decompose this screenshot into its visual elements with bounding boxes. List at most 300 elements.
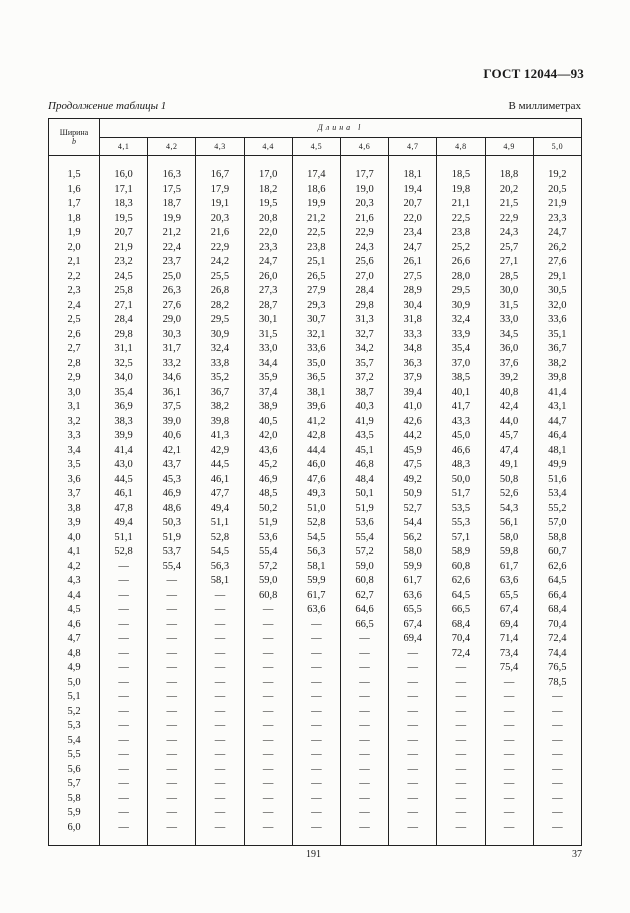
table-cell: 50,0 bbox=[437, 473, 485, 488]
page-number: 191 bbox=[306, 849, 321, 860]
table-continuation-caption: Продолжение таблицы 1 bbox=[48, 100, 167, 112]
table-cell: 20,3 bbox=[340, 197, 388, 212]
table-cell: — bbox=[244, 690, 292, 705]
width-value-cell: 3,6 bbox=[49, 473, 100, 488]
table-cell: 61,7 bbox=[292, 589, 340, 604]
table-cell: 58,9 bbox=[437, 545, 485, 560]
table-cell: 23,4 bbox=[389, 226, 437, 241]
table-cell: — bbox=[148, 690, 196, 705]
table-cell: 18,5 bbox=[437, 168, 485, 183]
table-cell: 28,2 bbox=[196, 299, 244, 314]
table-cell: 21,9 bbox=[100, 241, 148, 256]
table-cell: 57,1 bbox=[437, 531, 485, 546]
table-cell: — bbox=[485, 777, 533, 792]
table-cell: 59,8 bbox=[485, 545, 533, 560]
table-cell: 51,6 bbox=[533, 473, 581, 488]
table-cell: — bbox=[196, 618, 244, 633]
table-cell: 36,1 bbox=[148, 386, 196, 401]
table-cell: 19,0 bbox=[340, 183, 388, 198]
table-cell: 44,0 bbox=[485, 415, 533, 430]
table-cell: 24,7 bbox=[533, 226, 581, 241]
table-cell: 57,0 bbox=[533, 516, 581, 531]
table-cell: 29,5 bbox=[196, 313, 244, 328]
width-value-cell: 4,7 bbox=[49, 632, 100, 647]
table-cell: 69,4 bbox=[389, 632, 437, 647]
table-row bbox=[49, 183, 582, 198]
table-cell: — bbox=[196, 821, 244, 846]
table-cell: 56,2 bbox=[389, 531, 437, 546]
table-cell: 66,5 bbox=[437, 603, 485, 618]
table-row bbox=[49, 371, 582, 386]
table-cell: — bbox=[244, 647, 292, 662]
table-cell: — bbox=[100, 705, 148, 720]
table-cell: — bbox=[389, 821, 437, 846]
table-cell: 71,4 bbox=[485, 632, 533, 647]
table-cell: 23,3 bbox=[533, 212, 581, 227]
table-cell: 51,1 bbox=[196, 516, 244, 531]
table-cell: 18,2 bbox=[244, 183, 292, 198]
table-cell: 22,9 bbox=[340, 226, 388, 241]
table-row bbox=[49, 473, 582, 488]
table-cell: 28,4 bbox=[100, 313, 148, 328]
length-header-cell: 4,4 bbox=[244, 137, 292, 156]
table-cell: 38,7 bbox=[340, 386, 388, 401]
width-value-cell: 2,7 bbox=[49, 342, 100, 357]
table-cell: 25,8 bbox=[100, 284, 148, 299]
table-cell: 33,6 bbox=[292, 342, 340, 357]
table-row bbox=[49, 719, 582, 734]
table-cell: 37,0 bbox=[437, 357, 485, 372]
table-cell: 20,5 bbox=[533, 183, 581, 198]
table-cell: 17,0 bbox=[244, 168, 292, 183]
table-cell: 46,1 bbox=[196, 473, 244, 488]
table-row bbox=[49, 545, 582, 560]
table-cell: — bbox=[340, 719, 388, 734]
table-cell: 61,7 bbox=[389, 574, 437, 589]
table-cell: 28,7 bbox=[244, 299, 292, 314]
table-cell: — bbox=[196, 632, 244, 647]
table-cell: 37,5 bbox=[148, 400, 196, 415]
table-cell: 40,5 bbox=[244, 415, 292, 430]
table-cell: — bbox=[485, 821, 533, 846]
table-cell: — bbox=[244, 618, 292, 633]
table-cell: 74,4 bbox=[533, 647, 581, 662]
table-cell: — bbox=[100, 690, 148, 705]
table-cell: 53,7 bbox=[148, 545, 196, 560]
table-cell: 46,9 bbox=[148, 487, 196, 502]
table-cell: — bbox=[148, 821, 196, 846]
table-cell: 33,9 bbox=[437, 328, 485, 343]
table-cell: — bbox=[148, 705, 196, 720]
table-cell: 42,1 bbox=[148, 444, 196, 459]
table-cell: — bbox=[485, 763, 533, 778]
table-cell: 26,0 bbox=[244, 270, 292, 285]
table-cell: 22,5 bbox=[437, 212, 485, 227]
table-cell: 58,0 bbox=[389, 545, 437, 560]
table-cell: — bbox=[437, 792, 485, 807]
table-cell: — bbox=[100, 734, 148, 749]
table-cell: 30,4 bbox=[389, 299, 437, 314]
width-value-cell: 3,2 bbox=[49, 415, 100, 430]
table-row bbox=[49, 806, 582, 821]
table-cell: — bbox=[389, 719, 437, 734]
table-cell: — bbox=[437, 690, 485, 705]
table-cell: 37,6 bbox=[485, 357, 533, 372]
table-cell: 21,5 bbox=[485, 197, 533, 212]
table-row bbox=[49, 777, 582, 792]
table-row bbox=[49, 400, 582, 415]
table-cell: 19,2 bbox=[533, 168, 581, 183]
width-value-cell: 2,2 bbox=[49, 270, 100, 285]
table-cell: 35,4 bbox=[100, 386, 148, 401]
table-cell: — bbox=[389, 690, 437, 705]
table-cell: 42,4 bbox=[485, 400, 533, 415]
table-cell: 46,1 bbox=[100, 487, 148, 502]
table-cell: 43,1 bbox=[533, 400, 581, 415]
table-cell: 41,9 bbox=[340, 415, 388, 430]
table-cell: — bbox=[292, 705, 340, 720]
table-cell: 55,4 bbox=[244, 545, 292, 560]
table-cell: — bbox=[244, 676, 292, 691]
table-cell: 33,8 bbox=[196, 357, 244, 372]
table-cell: 22,0 bbox=[389, 212, 437, 227]
table-cell: 22,9 bbox=[485, 212, 533, 227]
table-cell: 49,3 bbox=[292, 487, 340, 502]
units-caption: В миллиметрах bbox=[508, 100, 581, 112]
table-cell: 27,6 bbox=[148, 299, 196, 314]
table-cell: — bbox=[292, 821, 340, 846]
table-row bbox=[49, 415, 582, 430]
table-cell: 41,3 bbox=[196, 429, 244, 444]
table-cell: 47,5 bbox=[389, 458, 437, 473]
table-cell: 25,2 bbox=[437, 241, 485, 256]
table-cell: — bbox=[340, 792, 388, 807]
table-cell: 52,8 bbox=[100, 545, 148, 560]
spacer-cell bbox=[485, 156, 533, 169]
table-spacer-row bbox=[49, 156, 582, 169]
table-cell: — bbox=[340, 748, 388, 763]
width-value-cell: 4,3 bbox=[49, 574, 100, 589]
spacer-cell bbox=[49, 156, 100, 169]
table-cell: 66,5 bbox=[340, 618, 388, 633]
width-value-cell: 2,4 bbox=[49, 299, 100, 314]
table-cell: — bbox=[292, 806, 340, 821]
table-cell: — bbox=[437, 705, 485, 720]
width-value-cell: 5,8 bbox=[49, 792, 100, 807]
table-cell: 45,3 bbox=[148, 473, 196, 488]
width-value-cell: 2,0 bbox=[49, 241, 100, 256]
table-cell: 17,1 bbox=[100, 183, 148, 198]
table-row bbox=[49, 690, 582, 705]
table-cell: — bbox=[100, 748, 148, 763]
table-cell: 57,2 bbox=[244, 560, 292, 575]
length-header-cell: 4,3 bbox=[196, 137, 244, 156]
spacer-cell bbox=[389, 156, 437, 169]
table-cell: 53,5 bbox=[437, 502, 485, 517]
width-value-cell: 3,1 bbox=[49, 400, 100, 415]
table-cell: 24,3 bbox=[340, 241, 388, 256]
table-cell: 26,5 bbox=[292, 270, 340, 285]
table-cell: — bbox=[148, 574, 196, 589]
table-cell: 72,4 bbox=[533, 632, 581, 647]
table-cell: — bbox=[485, 705, 533, 720]
table-cell: — bbox=[100, 661, 148, 676]
table-cell: 39,8 bbox=[196, 415, 244, 430]
table-row bbox=[49, 284, 582, 299]
table-cell: 38,1 bbox=[292, 386, 340, 401]
table-cell: 34,2 bbox=[340, 342, 388, 357]
table-cell: 31,1 bbox=[100, 342, 148, 357]
length-header-cell: 4,2 bbox=[148, 137, 196, 156]
table-cell: 26,2 bbox=[533, 241, 581, 256]
table-row bbox=[49, 357, 582, 372]
table-cell: — bbox=[533, 777, 581, 792]
table-cell: 65,5 bbox=[389, 603, 437, 618]
table-cell: — bbox=[340, 647, 388, 662]
table-cell: 44,2 bbox=[389, 429, 437, 444]
width-value-cell: 3,8 bbox=[49, 502, 100, 517]
spacer-cell bbox=[533, 156, 581, 169]
table-cell: 25,0 bbox=[148, 270, 196, 285]
table-cell: 42,9 bbox=[196, 444, 244, 459]
table-cell: 75,4 bbox=[485, 661, 533, 676]
table-cell: — bbox=[485, 806, 533, 821]
table-cell: 50,1 bbox=[340, 487, 388, 502]
table-cell: 19,5 bbox=[244, 197, 292, 212]
table-cell: 28,5 bbox=[485, 270, 533, 285]
table-cell: 18,3 bbox=[100, 197, 148, 212]
table-cell: 64,5 bbox=[437, 589, 485, 604]
table-cell: — bbox=[340, 763, 388, 778]
table-row bbox=[49, 212, 582, 227]
table-cell: 44,7 bbox=[533, 415, 581, 430]
table-cell: 48,3 bbox=[437, 458, 485, 473]
table-cell: 27,0 bbox=[340, 270, 388, 285]
table-cell: 24,7 bbox=[244, 255, 292, 270]
table-row bbox=[49, 502, 582, 517]
table-cell: 23,8 bbox=[437, 226, 485, 241]
table-cell: 25,7 bbox=[485, 241, 533, 256]
table-cell: — bbox=[100, 574, 148, 589]
table-cell: 64,6 bbox=[340, 603, 388, 618]
table-cell: 43,5 bbox=[340, 429, 388, 444]
table-cell: 46,8 bbox=[340, 458, 388, 473]
width-value-cell: 4,5 bbox=[49, 603, 100, 618]
spacer-cell bbox=[148, 156, 196, 169]
table-cell: — bbox=[340, 777, 388, 792]
table-cell: 66,4 bbox=[533, 589, 581, 604]
table-cell: 44,5 bbox=[196, 458, 244, 473]
table-cell: — bbox=[196, 792, 244, 807]
table-cell: 46,6 bbox=[437, 444, 485, 459]
length-values-header-row bbox=[49, 137, 582, 156]
width-value-cell: 6,0 bbox=[49, 821, 100, 846]
table-cell: — bbox=[100, 618, 148, 633]
table-cell: 37,9 bbox=[389, 371, 437, 386]
width-value-cell: 5,3 bbox=[49, 719, 100, 734]
table-cell: 32,4 bbox=[196, 342, 244, 357]
table-cell: — bbox=[148, 792, 196, 807]
table-cell: 18,7 bbox=[148, 197, 196, 212]
table-cell: 16,0 bbox=[100, 168, 148, 183]
width-value-cell: 2,8 bbox=[49, 357, 100, 372]
width-value-cell: 2,3 bbox=[49, 284, 100, 299]
table-cell: 60,7 bbox=[533, 545, 581, 560]
length-header-cell: 4,5 bbox=[292, 137, 340, 156]
table-cell: — bbox=[292, 647, 340, 662]
table-cell: 51,9 bbox=[148, 531, 196, 546]
table-cell: 34,6 bbox=[148, 371, 196, 386]
table-cell: — bbox=[340, 661, 388, 676]
table-cell: 53,4 bbox=[533, 487, 581, 502]
table-cell: 48,6 bbox=[148, 502, 196, 517]
table-cell: 27,1 bbox=[100, 299, 148, 314]
table-cell: — bbox=[196, 763, 244, 778]
table-cell: — bbox=[196, 661, 244, 676]
table-cell: 34,5 bbox=[485, 328, 533, 343]
table-cell: 31,7 bbox=[148, 342, 196, 357]
table-cell: — bbox=[533, 821, 581, 846]
table-cell: 32,7 bbox=[340, 328, 388, 343]
table-cell: 49,4 bbox=[100, 516, 148, 531]
table-cell: 29,0 bbox=[148, 313, 196, 328]
table-cell: 29,3 bbox=[292, 299, 340, 314]
table-cell: 36,7 bbox=[196, 386, 244, 401]
table-cell: 43,6 bbox=[244, 444, 292, 459]
table-cell: 45,9 bbox=[389, 444, 437, 459]
table-cell: 36,9 bbox=[100, 400, 148, 415]
table-cell: — bbox=[244, 763, 292, 778]
table-cell: — bbox=[340, 821, 388, 846]
table-cell: 29,1 bbox=[533, 270, 581, 285]
length-group-header: Длина l bbox=[100, 119, 582, 138]
table-cell: — bbox=[244, 719, 292, 734]
width-value-cell: 5,1 bbox=[49, 690, 100, 705]
table-cell: 35,0 bbox=[292, 357, 340, 372]
width-value-cell: 4,9 bbox=[49, 661, 100, 676]
table-cell: — bbox=[148, 719, 196, 734]
width-value-cell: 5,5 bbox=[49, 748, 100, 763]
table-cell: 49,4 bbox=[196, 502, 244, 517]
table-cell: 56,1 bbox=[485, 516, 533, 531]
table-cell: — bbox=[148, 748, 196, 763]
table-cell: 47,8 bbox=[100, 502, 148, 517]
table-cell: — bbox=[389, 661, 437, 676]
width-value-cell: 3,9 bbox=[49, 516, 100, 531]
table-cell: — bbox=[485, 792, 533, 807]
table-cell: 34,0 bbox=[100, 371, 148, 386]
table-cell: 26,3 bbox=[148, 284, 196, 299]
table-row bbox=[49, 632, 582, 647]
table-cell: 44,4 bbox=[292, 444, 340, 459]
table-cell: — bbox=[437, 806, 485, 821]
table-cell: 31,5 bbox=[244, 328, 292, 343]
width-value-cell: 5,7 bbox=[49, 777, 100, 792]
width-value-cell: 3,5 bbox=[49, 458, 100, 473]
table-cell: 27,1 bbox=[485, 255, 533, 270]
table-cell: 18,6 bbox=[292, 183, 340, 198]
table-cell: 38,9 bbox=[244, 400, 292, 415]
table-cell: 52,6 bbox=[485, 487, 533, 502]
table-cell: 23,2 bbox=[100, 255, 148, 270]
table-cell: — bbox=[292, 690, 340, 705]
table-cell: 54,4 bbox=[389, 516, 437, 531]
length-header-cell: 4,1 bbox=[100, 137, 148, 156]
standard-designation: ГОСТ 12044—93 bbox=[483, 66, 584, 81]
table-cell: 55,4 bbox=[148, 560, 196, 575]
table-cell: — bbox=[100, 719, 148, 734]
table-cell: — bbox=[100, 647, 148, 662]
width-value-cell: 3,3 bbox=[49, 429, 100, 444]
table-cell: 54,5 bbox=[292, 531, 340, 546]
table-cell: 22,4 bbox=[148, 241, 196, 256]
table-row bbox=[49, 603, 582, 618]
table-cell: 20,8 bbox=[244, 212, 292, 227]
table-cell: 68,4 bbox=[437, 618, 485, 633]
table-cell: — bbox=[100, 777, 148, 792]
table-cell: 21,1 bbox=[437, 197, 485, 212]
table-cell: 52,8 bbox=[196, 531, 244, 546]
table-cell: 53,6 bbox=[340, 516, 388, 531]
table-cell: — bbox=[196, 806, 244, 821]
width-value-cell: 1,5 bbox=[49, 168, 100, 183]
table-cell: 52,8 bbox=[292, 516, 340, 531]
table-cell: — bbox=[533, 719, 581, 734]
table-cell: — bbox=[533, 705, 581, 720]
table-cell: 33,3 bbox=[389, 328, 437, 343]
table-cell: — bbox=[196, 705, 244, 720]
table-cell: 48,1 bbox=[533, 444, 581, 459]
table-cell: — bbox=[292, 632, 340, 647]
table-cell: — bbox=[196, 589, 244, 604]
table-cell: 35,7 bbox=[340, 357, 388, 372]
table-cell: — bbox=[485, 719, 533, 734]
width-value-cell: 1,8 bbox=[49, 212, 100, 227]
width-value-cell: 4,4 bbox=[49, 589, 100, 604]
width-value-cell: 2,5 bbox=[49, 313, 100, 328]
table-cell: 22,5 bbox=[292, 226, 340, 241]
table-row bbox=[49, 313, 582, 328]
table-row bbox=[49, 270, 582, 285]
table-cell: — bbox=[292, 748, 340, 763]
table-cell: — bbox=[437, 777, 485, 792]
table-cell: 43,3 bbox=[437, 415, 485, 430]
sheet-number: 37 bbox=[572, 849, 582, 860]
table-cell: — bbox=[437, 661, 485, 676]
table-cell: 69,4 bbox=[485, 618, 533, 633]
table-cell: 41,4 bbox=[533, 386, 581, 401]
table-cell: 58,0 bbox=[485, 531, 533, 546]
table-cell: — bbox=[244, 748, 292, 763]
length-header-cell: 4,6 bbox=[340, 137, 388, 156]
table-cell: 26,8 bbox=[196, 284, 244, 299]
table-cell: 46,0 bbox=[292, 458, 340, 473]
table-cell: — bbox=[148, 806, 196, 821]
table-cell: 21,2 bbox=[292, 212, 340, 227]
table-cell: 50,3 bbox=[148, 516, 196, 531]
table-row bbox=[49, 560, 582, 575]
table-cell: 38,5 bbox=[437, 371, 485, 386]
table-cell: 67,4 bbox=[389, 618, 437, 633]
dimensions-table bbox=[48, 118, 582, 846]
table-cell: 36,3 bbox=[389, 357, 437, 372]
table-cell: 62,6 bbox=[437, 574, 485, 589]
table-cell: — bbox=[437, 748, 485, 763]
table-cell: 54,3 bbox=[485, 502, 533, 517]
table-cell: 64,5 bbox=[533, 574, 581, 589]
width-value-cell: 4,0 bbox=[49, 531, 100, 546]
table-row bbox=[49, 618, 582, 633]
